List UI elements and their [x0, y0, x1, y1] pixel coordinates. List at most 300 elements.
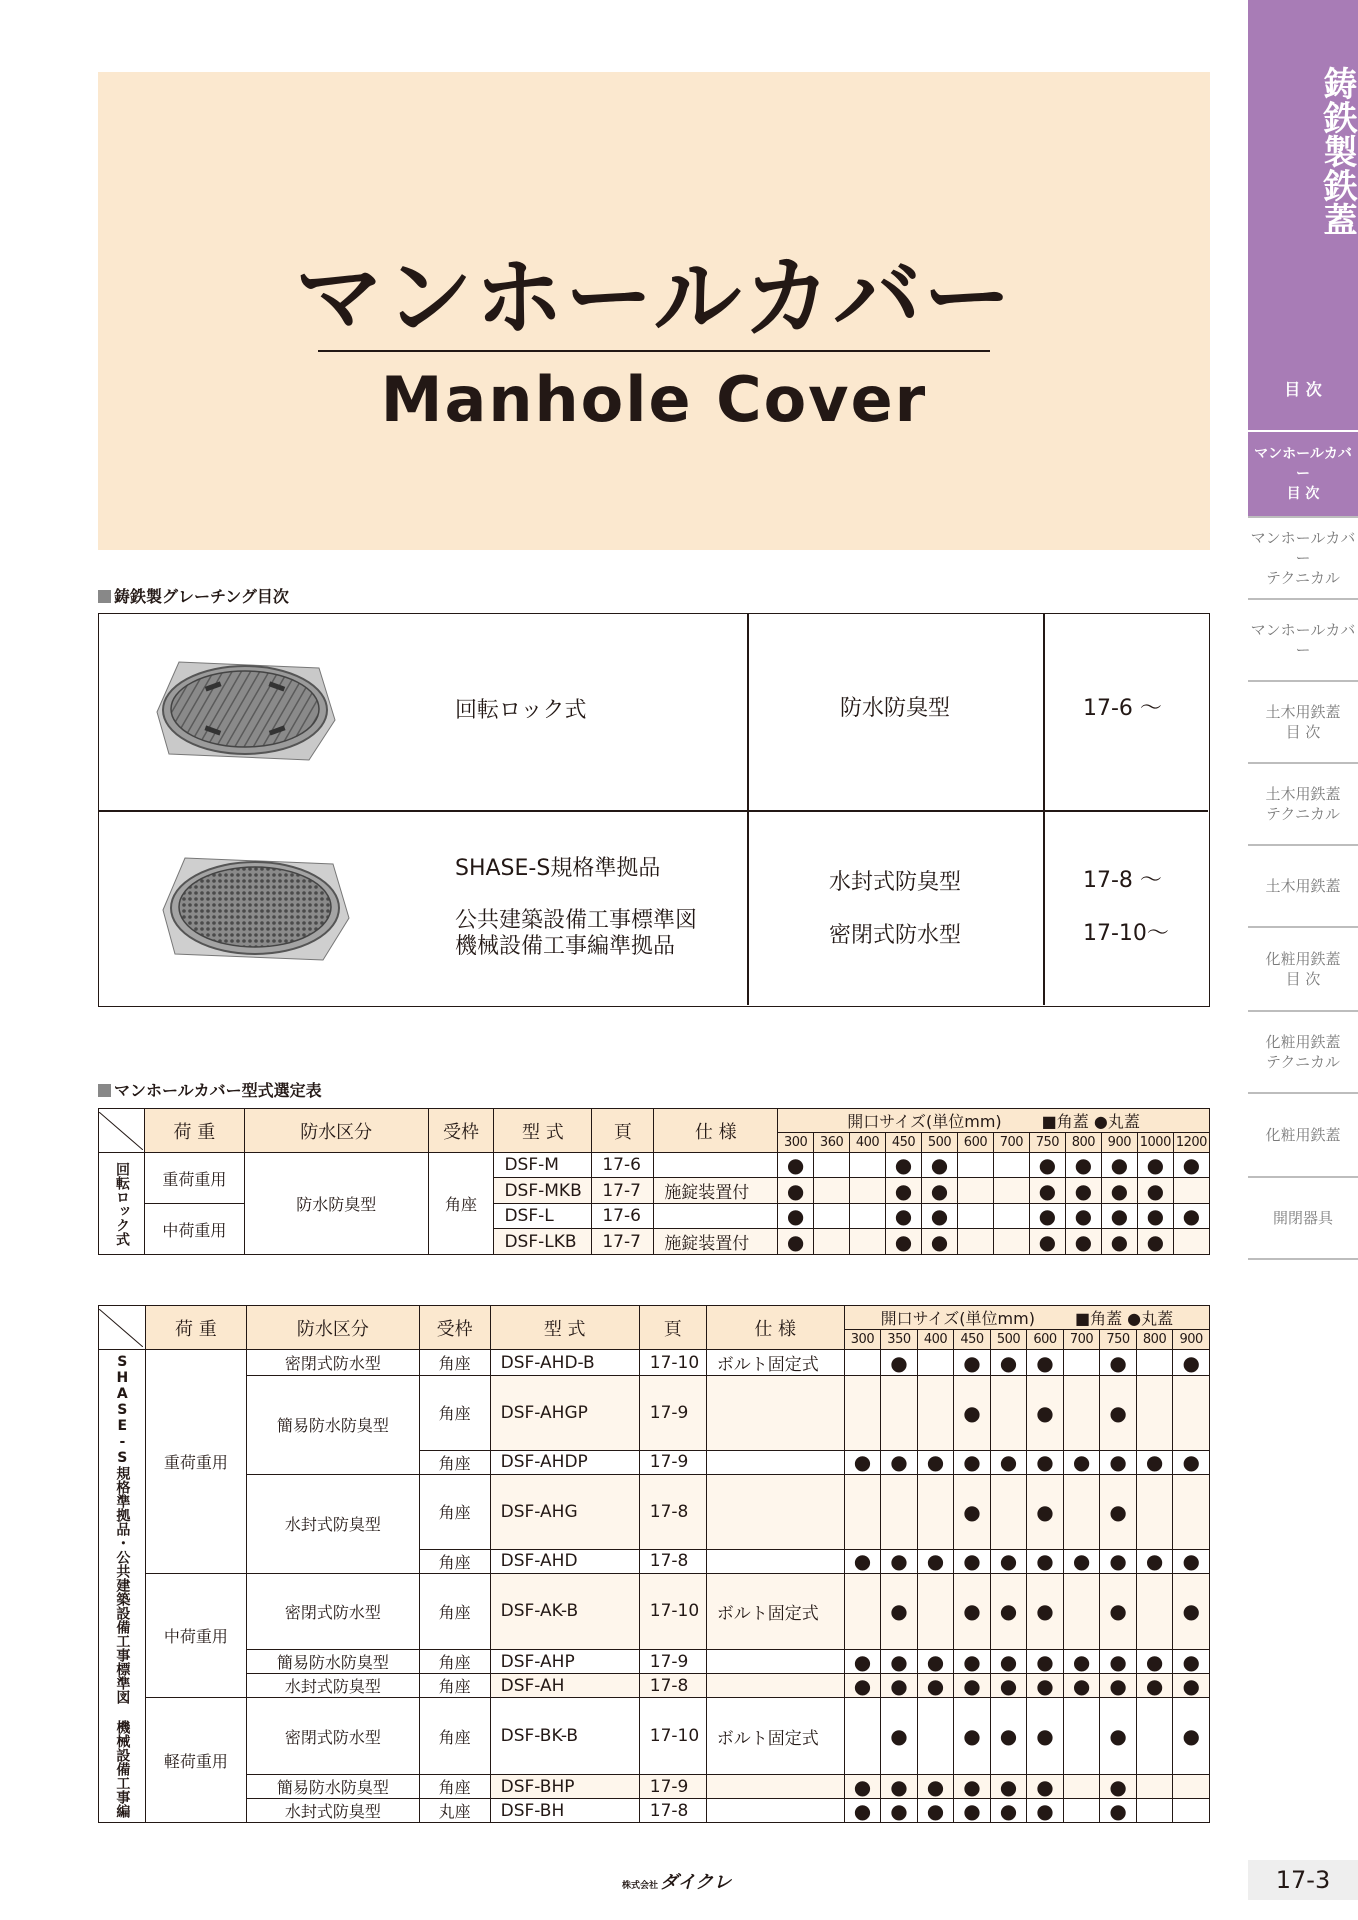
model-link[interactable]: DSF-AHGP [490, 1376, 639, 1451]
size-column-header: 900 [1101, 1133, 1137, 1153]
size-mark: ● [1029, 1229, 1065, 1255]
table-row [99, 1650, 1210, 1674]
index-row-divider [99, 810, 1208, 812]
size-mark: ● [922, 1153, 958, 1178]
spec-label: ボルト固定式 [706, 1573, 844, 1650]
size-mark: ● [1173, 1573, 1210, 1650]
size-column-header: 500 [990, 1330, 1027, 1350]
size-mark [881, 1376, 918, 1451]
size-mark: ● [1100, 1674, 1137, 1698]
size-mark: ● [1101, 1153, 1137, 1178]
page-ref: 17-10 [639, 1573, 706, 1650]
page-number: 17-3 [1248, 1860, 1358, 1900]
frame-label: 角座 [428, 1153, 494, 1255]
size-mark [1136, 1698, 1173, 1775]
size-mark: ● [1100, 1549, 1137, 1573]
size-mark: ● [1029, 1204, 1065, 1229]
size-mark: ● [1173, 1674, 1210, 1698]
size-mark: ● [1173, 1350, 1210, 1376]
size-mark: ● [1027, 1775, 1064, 1799]
sidebar-item[interactable] [1248, 350, 1358, 430]
model-link[interactable]: DSF-AHD [490, 1549, 639, 1573]
size-column-header: 400 [850, 1133, 886, 1153]
size-mark: ● [1100, 1799, 1137, 1823]
spec-label: ボルト固定式 [706, 1698, 844, 1775]
header-size [778, 1109, 1210, 1133]
spec-label [654, 1204, 778, 1229]
size-column-header: 400 [917, 1330, 954, 1350]
size-mark: ● [1101, 1204, 1137, 1229]
size-mark: ● [881, 1698, 918, 1775]
model-link[interactable]: DSF-AHG [490, 1474, 639, 1549]
frame-label: 角座 [419, 1775, 490, 1799]
model-link[interactable]: DSF-MKB [494, 1178, 592, 1204]
size-mark [814, 1204, 850, 1229]
size-mark [1063, 1573, 1100, 1650]
load-label: 中荷重用 [144, 1204, 244, 1255]
sidebar-item-label: 化粧用鉄蓋 [1265, 950, 1341, 968]
index-desc: SHASE-S規格準拠品 [455, 856, 661, 881]
spec-label: ボルト固定式 [706, 1350, 844, 1376]
size-mark: ● [954, 1698, 991, 1775]
group-label-line: 公共建築設備工事標準図 機械設備工事編 [114, 1550, 131, 1818]
size-mark: ● [954, 1573, 991, 1650]
frame-label: 角座 [419, 1450, 490, 1474]
table-row [99, 1799, 1210, 1823]
size-column-header: 500 [922, 1133, 958, 1153]
waterproof-label: 簡易防水防臭型 [247, 1376, 419, 1475]
sidebar-item[interactable] [1248, 600, 1358, 680]
frame-label: 角座 [419, 1698, 490, 1775]
size-column-header: 700 [993, 1133, 1029, 1153]
size-mark [990, 1474, 1027, 1549]
spec-label [706, 1549, 844, 1573]
size-mark: ● [1173, 1153, 1209, 1178]
size-mark: ● [1137, 1204, 1173, 1229]
size-mark [993, 1204, 1029, 1229]
size-column-header: 300 [844, 1330, 881, 1350]
size-mark: ● [886, 1153, 922, 1178]
model-link[interactable]: DSF-BHP [490, 1775, 639, 1799]
waterproof-label: 密閉式防水型 [247, 1573, 419, 1650]
size-mark [1136, 1775, 1173, 1799]
waterproof-label: 水封式防臭型 [247, 1799, 419, 1823]
size-mark: ● [844, 1450, 881, 1474]
size-mark: ● [1065, 1153, 1101, 1178]
size-mark: ● [1027, 1573, 1064, 1650]
rotary-lock-cover-image[interactable] [149, 654, 339, 766]
sidebar-item-label: 化粧用鉄蓋 [1265, 1033, 1341, 1051]
shase-cover-image[interactable] [157, 848, 353, 966]
size-column-header: 350 [881, 1330, 918, 1350]
table-row [99, 1698, 1210, 1775]
size-mark: ● [1100, 1350, 1137, 1376]
group-label: 回転ロック式 [99, 1153, 145, 1255]
sidebar-item[interactable] [1248, 518, 1358, 598]
header-size [844, 1306, 1209, 1330]
page-subtitle: Manhole Cover [380, 363, 928, 436]
index-type: 防水防臭型 [839, 696, 950, 721]
model-link[interactable]: DSF-BH [490, 1799, 639, 1823]
size-mark: ● [1100, 1775, 1137, 1799]
waterproof-label: 簡易防水防臭型 [247, 1775, 419, 1799]
model-link[interactable]: DSF-AHP [490, 1650, 639, 1674]
size-mark: ● [917, 1650, 954, 1674]
size-mark: ● [1063, 1674, 1100, 1698]
load-label: 軽荷重用 [145, 1698, 246, 1823]
selection-table-rotary [98, 1108, 1210, 1255]
size-mark [881, 1474, 918, 1549]
header-waterproof: 防水区分 [247, 1306, 419, 1350]
size-mark: ● [922, 1178, 958, 1204]
size-column-header: 450 [954, 1330, 991, 1350]
category-label: 鋳鉄製鉄蓋 [1317, 66, 1357, 236]
sidebar-item[interactable] [1248, 1178, 1358, 1258]
model-link[interactable]: DSF-M [494, 1153, 592, 1178]
waterproof-label: 簡易防水防臭型 [247, 1650, 419, 1674]
model-link[interactable]: DSF-L [494, 1204, 592, 1229]
size-mark: ● [1027, 1549, 1064, 1573]
diagonal-line [99, 1309, 143, 1347]
index-page-link[interactable]: 17-10〜 [1083, 921, 1169, 946]
size-mark: ● [954, 1799, 991, 1823]
size-column-header: 600 [1027, 1330, 1064, 1350]
model-link[interactable]: DSF-BK-B [490, 1698, 639, 1775]
header-waterproof: 防水区分 [244, 1109, 428, 1153]
size-mark [844, 1573, 881, 1650]
size-mark [917, 1376, 954, 1451]
size-legend: ■角蓋 ●丸蓋 [1041, 1112, 1140, 1131]
size-mark [1063, 1698, 1100, 1775]
index-col-divider [1043, 614, 1045, 1005]
size-mark [1136, 1474, 1173, 1549]
size-mark: ● [1065, 1204, 1101, 1229]
size-mark [850, 1178, 886, 1204]
header-spec: 仕 様 [706, 1306, 844, 1350]
size-mark: ● [954, 1650, 991, 1674]
size-mark: ● [1136, 1674, 1173, 1698]
page-ref: 17-8 [639, 1674, 706, 1698]
load-label: 重荷重用 [145, 1350, 246, 1574]
size-mark: ● [1100, 1698, 1137, 1775]
size-column-header: 360 [814, 1133, 850, 1153]
page-ref: 17-10 [639, 1698, 706, 1775]
page-ref: 17-6 [592, 1153, 654, 1178]
size-mark: ● [954, 1450, 991, 1474]
page-ref: 17-7 [592, 1229, 654, 1255]
sidebar-item-label: テクニカル [1265, 1053, 1341, 1071]
size-mark: ● [954, 1474, 991, 1549]
size-mark: ● [881, 1674, 918, 1698]
size-mark: ● [1100, 1573, 1137, 1650]
size-mark: ● [990, 1799, 1027, 1823]
size-mark [814, 1178, 850, 1204]
size-mark: ● [990, 1698, 1027, 1775]
sidebar-item[interactable] [1248, 432, 1358, 516]
index-desc: 機械設備工事編準拠品 [455, 934, 676, 959]
size-title: 開口サイズ(単位mm) [880, 1309, 1035, 1328]
size-mark [844, 1698, 881, 1775]
page-ref: 17-6 [592, 1204, 654, 1229]
index-type: 密閉式防水型 [828, 923, 961, 948]
load-label: 重荷重用 [144, 1153, 244, 1204]
model-link[interactable]: DSF-AH [490, 1674, 639, 1698]
model-link[interactable]: DSF-AK-B [490, 1573, 639, 1650]
size-mark: ● [954, 1775, 991, 1799]
size-title: 開口サイズ(単位mm) [847, 1112, 1002, 1131]
size-mark [917, 1698, 954, 1775]
spec-label [706, 1775, 844, 1799]
size-mark [993, 1178, 1029, 1204]
size-column-header: 800 [1065, 1133, 1101, 1153]
size-mark: ● [778, 1204, 814, 1229]
size-mark: ● [1027, 1474, 1064, 1549]
size-mark: ● [881, 1350, 918, 1376]
sidebar-item-label: 土木用鉄蓋 [1265, 785, 1341, 803]
model-link[interactable]: DSF-AHD-B [490, 1350, 639, 1376]
size-mark: ● [844, 1674, 881, 1698]
size-mark [844, 1350, 881, 1376]
size-mark: ● [990, 1650, 1027, 1674]
table-row [99, 1376, 1210, 1451]
header-model: 型 式 [494, 1109, 592, 1153]
size-mark [993, 1229, 1029, 1255]
size-mark [1136, 1376, 1173, 1451]
sidebar-item[interactable] [1248, 764, 1358, 844]
waterproof-label: 水封式防臭型 [247, 1674, 419, 1698]
size-column-header: 600 [957, 1133, 993, 1153]
sidebar-item[interactable] [1248, 928, 1358, 1010]
header-page: 頁 [639, 1306, 706, 1350]
sidebar-item-label: テクニカル [1265, 805, 1341, 823]
size-mark: ● [1100, 1474, 1137, 1549]
size-column-header: 450 [886, 1133, 922, 1153]
spec-label [706, 1450, 844, 1474]
spec-label [706, 1474, 844, 1549]
size-mark: ● [1173, 1549, 1210, 1573]
size-mark [1063, 1350, 1100, 1376]
size-mark: ● [1101, 1178, 1137, 1204]
size-mark: ● [1065, 1229, 1101, 1255]
size-mark [957, 1178, 993, 1204]
table-row [99, 1775, 1210, 1799]
sidebar-item-label: マンホールカバー [1254, 446, 1352, 482]
size-mark [844, 1376, 881, 1451]
model-link[interactable]: DSF-AHDP [490, 1450, 639, 1474]
spec-label [706, 1376, 844, 1451]
spec-label: 施錠装置付 [654, 1229, 778, 1255]
size-mark [917, 1474, 954, 1549]
size-mark: ● [954, 1674, 991, 1698]
size-mark: ● [1173, 1450, 1210, 1474]
sidebar-item-label: テクニカル [1265, 569, 1341, 587]
size-mark: ● [917, 1674, 954, 1698]
group-label-line: SHASE-S規格準拠品・ [114, 1354, 131, 1550]
size-mark: ● [881, 1775, 918, 1799]
size-mark: ● [917, 1775, 954, 1799]
size-mark: ● [778, 1178, 814, 1204]
diagonal-line [99, 1112, 143, 1150]
sidebar-item-label: 開閉器具 [1272, 1209, 1333, 1227]
size-mark: ● [1136, 1450, 1173, 1474]
size-mark: ● [881, 1573, 918, 1650]
sidebar-divider [1248, 1258, 1358, 1260]
sidebar-item-label: マンホールカバー [1250, 529, 1356, 567]
size-mark [1136, 1799, 1173, 1823]
size-mark: ● [1136, 1549, 1173, 1573]
size-mark: ● [844, 1799, 881, 1823]
size-mark: ● [1136, 1650, 1173, 1674]
spec-label [706, 1674, 844, 1698]
size-mark: ● [954, 1350, 991, 1376]
frame-label: 角座 [419, 1474, 490, 1549]
sidebar-item[interactable] [1248, 846, 1358, 926]
spec-label: 施錠装置付 [654, 1178, 778, 1204]
size-mark [844, 1474, 881, 1549]
size-mark [1063, 1775, 1100, 1799]
header-model: 型 式 [490, 1306, 639, 1350]
page-ref: 17-8 [639, 1549, 706, 1573]
selection-table-shase [98, 1305, 1210, 1823]
table-row [99, 1474, 1210, 1549]
size-mark: ● [1065, 1178, 1101, 1204]
page-ref: 17-9 [639, 1650, 706, 1674]
size-legend: ■角蓋 ●丸蓋 [1074, 1309, 1174, 1328]
size-mark: ● [1027, 1376, 1064, 1451]
header-frame: 受枠 [419, 1306, 490, 1350]
table-row [99, 1674, 1210, 1698]
size-mark [850, 1204, 886, 1229]
index-section-label: 鋳鉄製グレーチング目次 [98, 584, 289, 607]
table-row [99, 1573, 1210, 1650]
header-frame: 受枠 [428, 1109, 494, 1153]
size-mark [1063, 1474, 1100, 1549]
size-column-header: 800 [1136, 1330, 1173, 1350]
size-mark: ● [1173, 1650, 1210, 1674]
size-mark [1173, 1474, 1210, 1549]
size-column-header: 300 [778, 1133, 814, 1153]
size-mark: ● [881, 1450, 918, 1474]
size-mark: ● [1137, 1229, 1173, 1255]
sidebar-item-label: 目 次 [1284, 380, 1322, 399]
size-mark [814, 1229, 850, 1255]
sidebar-item-label: 土木用鉄蓋 [1265, 877, 1341, 895]
sidebar-item[interactable] [1248, 682, 1358, 762]
page-ref: 17-9 [639, 1376, 706, 1451]
page-ref: 17-10 [639, 1350, 706, 1376]
size-column-header: 700 [1063, 1330, 1100, 1350]
waterproof-label: 水封式防臭型 [247, 1474, 419, 1573]
size-mark: ● [886, 1204, 922, 1229]
size-mark: ● [1027, 1674, 1064, 1698]
model-link[interactable]: DSF-LKB [494, 1229, 592, 1255]
size-mark: ● [1100, 1650, 1137, 1674]
index-type: 水封式防臭型 [828, 870, 961, 895]
frame-label: 角座 [419, 1650, 490, 1674]
size-mark: ● [1027, 1450, 1064, 1474]
size-mark: ● [778, 1229, 814, 1255]
size-mark: ● [954, 1376, 991, 1451]
page-ref: 17-9 [639, 1450, 706, 1474]
index-table [98, 613, 1210, 1007]
size-mark [814, 1153, 850, 1178]
size-mark: ● [990, 1350, 1027, 1376]
size-mark [1136, 1350, 1173, 1376]
size-mark [957, 1204, 993, 1229]
table-row [99, 1153, 1210, 1178]
index-desc: 回転ロック式 [455, 698, 587, 723]
selection-section-label: マンホールカバー型式選定表 [98, 1078, 322, 1101]
table-row [99, 1350, 1210, 1376]
size-mark [957, 1153, 993, 1178]
size-mark: ● [1173, 1204, 1209, 1229]
size-mark [990, 1376, 1027, 1451]
size-column-header: 900 [1173, 1330, 1210, 1350]
size-mark: ● [990, 1674, 1027, 1698]
waterproof-label: 密閉式防水型 [247, 1350, 419, 1376]
size-mark: ● [917, 1450, 954, 1474]
frame-label: 角座 [419, 1376, 490, 1451]
size-mark: ● [1063, 1650, 1100, 1674]
sidebar-item[interactable] [1248, 1012, 1358, 1092]
size-mark: ● [954, 1549, 991, 1573]
size-mark [993, 1153, 1029, 1178]
size-mark: ● [917, 1799, 954, 1823]
index-page-link[interactable]: 17-8 〜 [1083, 868, 1162, 893]
index-page-link[interactable]: 17-6 〜 [1083, 696, 1162, 721]
size-mark: ● [1027, 1650, 1064, 1674]
company-logo: 株式会社 ダイクレ [622, 1872, 732, 1893]
size-mark: ● [990, 1549, 1027, 1573]
size-mark: ● [1027, 1350, 1064, 1376]
waterproof-label: 防水防臭型 [244, 1153, 428, 1255]
spec-label [706, 1799, 844, 1823]
size-mark [1173, 1376, 1210, 1451]
size-mark [917, 1350, 954, 1376]
size-mark [1173, 1775, 1210, 1799]
size-mark [1063, 1376, 1100, 1451]
size-mark: ● [922, 1229, 958, 1255]
sidebar-item-label: 土木用鉄蓋 [1265, 703, 1341, 721]
size-mark [1173, 1229, 1209, 1255]
load-label: 中荷重用 [145, 1573, 246, 1698]
header-load: 荷 重 [145, 1306, 246, 1350]
size-mark: ● [1100, 1450, 1137, 1474]
page-ref: 17-8 [639, 1474, 706, 1549]
size-mark: ● [844, 1650, 881, 1674]
frame-label: 角座 [419, 1549, 490, 1573]
size-mark [1063, 1799, 1100, 1823]
frame-label: 丸座 [419, 1799, 490, 1823]
size-mark: ● [881, 1549, 918, 1573]
size-mark [957, 1229, 993, 1255]
size-mark: ● [922, 1204, 958, 1229]
size-mark: ● [844, 1775, 881, 1799]
size-mark: ● [990, 1573, 1027, 1650]
side-index [1248, 0, 1358, 1920]
size-mark [850, 1229, 886, 1255]
size-mark: ● [886, 1229, 922, 1255]
size-mark [917, 1573, 954, 1650]
sidebar-item[interactable] [1248, 1094, 1358, 1176]
size-mark [1173, 1178, 1209, 1204]
sidebar-item-label: 目 次 [1285, 970, 1321, 988]
frame-label: 角座 [419, 1674, 490, 1698]
header-spec: 仕 様 [654, 1109, 778, 1153]
frame-label: 角座 [419, 1573, 490, 1650]
sidebar-item-label: 目 次 [1285, 723, 1321, 741]
size-mark: ● [1027, 1799, 1064, 1823]
